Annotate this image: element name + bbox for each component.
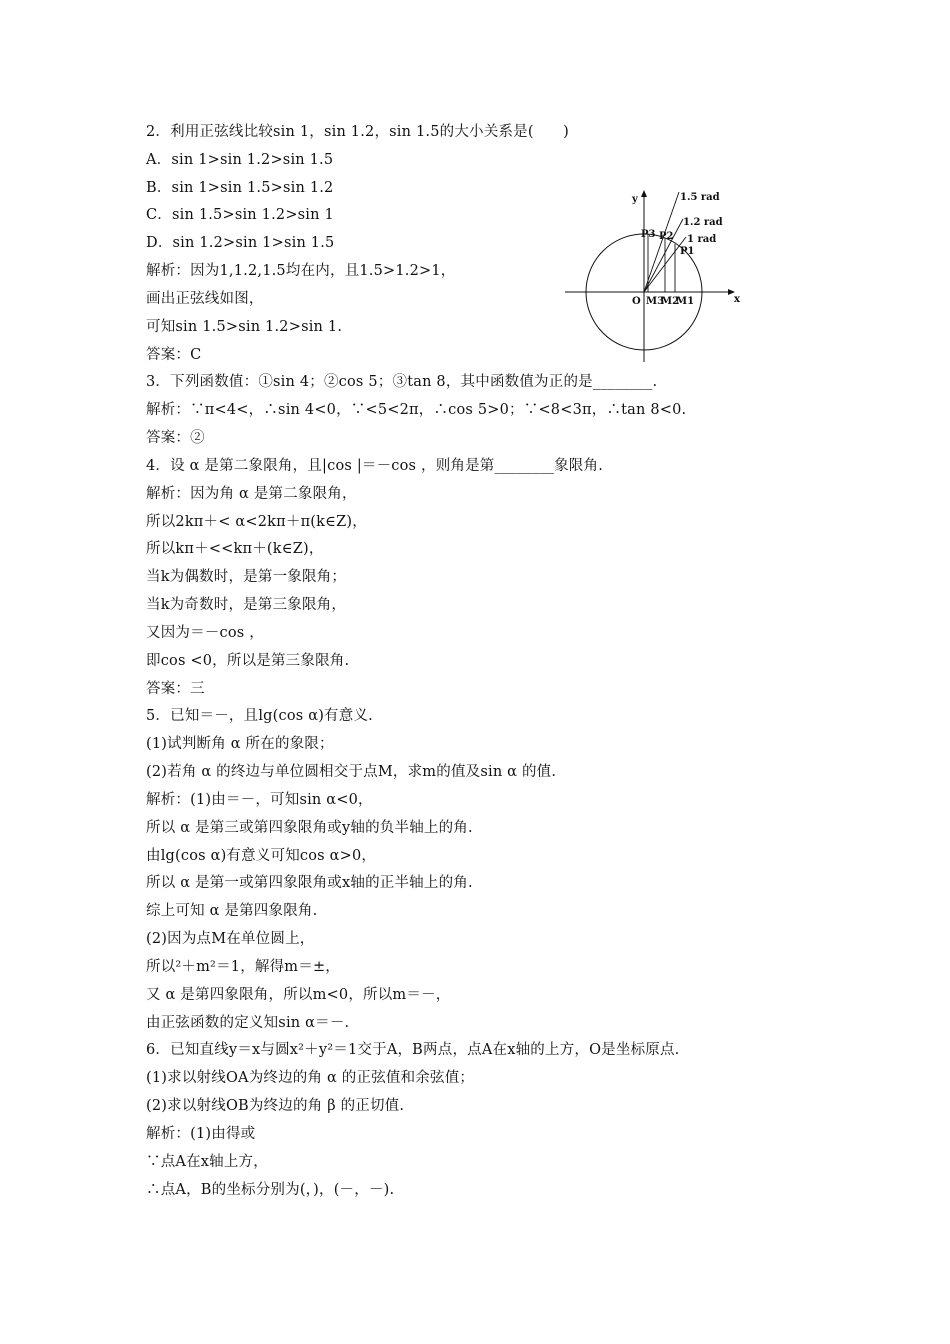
solution-line: 所以 α 是第一或第四象限角或x轴的正半轴上的角. <box>146 875 473 891</box>
label-p1: P1 <box>680 246 695 257</box>
solution-line: ∴点A，B的坐标分别为(，)，(－，－). <box>146 1182 395 1198</box>
question-6-part-2: (2)求以射线OB为终边的角 β 的正切值. <box>146 1098 405 1114</box>
option-b: B．sin 1>sin 1.5>sin 1.2 <box>146 180 334 196</box>
solution-line: ∵点A在x轴上方， <box>146 1154 268 1170</box>
label-1-5-rad: 1.5 rad <box>680 192 720 203</box>
solution-line: 当k为偶数时，是第一象限角； <box>146 569 347 585</box>
solution-line: 所以²＋m²＝1，解得m＝±， <box>146 959 340 975</box>
label-m2: M2 <box>661 296 680 307</box>
solution-line: 综上可知 α 是第四象限角. <box>146 903 318 919</box>
solution-line: 解析：(1)由＝－，可知sin α<0， <box>146 792 373 808</box>
question-6-stem: 6．已知直线y＝x与圆x²＋y²＝1交于A，B两点，点A在x轴的上方，O是坐标原点. <box>146 1042 680 1058</box>
solution-line: 又因为＝－cos ， <box>146 625 264 641</box>
question-6-part-1: (1)求以射线OA为终边的角 α 的正弦值和余弦值； <box>146 1070 475 1086</box>
solution-line: 所以kπ＋<<kπ＋(k∈Z)， <box>146 541 324 557</box>
answer-line: 答案：三 <box>146 681 205 697</box>
solution-line: 解析：∵π<4<，∴sin 4<0，∵<5<2π，∴cos 5>0；∵<8<3π，∴tan 8<0. <box>146 402 687 418</box>
solution-line: 可知sin 1.5>sin 1.2>sin 1. <box>146 319 343 335</box>
answer-line: 答案：C <box>146 347 202 363</box>
label-origin: O <box>632 296 641 307</box>
solution-line: 解析：(1)由得或 <box>146 1126 256 1142</box>
label-1-rad: 1 rad <box>687 234 717 245</box>
solution-line: 画出正弦线如图， <box>146 291 264 307</box>
option-c: C．sin 1.5>sin 1.2>sin 1 <box>146 207 334 223</box>
solution-line: 由lg(cos α)有意义可知cos α>0， <box>146 848 377 864</box>
solution-line: 所以 α 是第三或第四象限角或y轴的负半轴上的角. <box>146 820 473 836</box>
label-x-axis: x <box>734 294 740 305</box>
question-5-part-2: (2)若角 α 的终边与单位圆相交于点M，求m的值及sin α 的值. <box>146 764 557 780</box>
label-m1: M1 <box>676 296 695 307</box>
answer-line: 答案：② <box>146 430 205 446</box>
question-4-stem: 4．设 α 是第二象限角，且|cos |＝－cos ，则角是第________象限角. <box>146 458 604 474</box>
option-d: D．sin 1.2>sin 1>sin 1.5 <box>146 235 335 251</box>
label-1-2-rad: 1.2 rad <box>683 217 723 228</box>
option-a: A．sin 1>sin 1.2>sin 1.5 <box>146 152 334 168</box>
solution-line: 又 α 是第四象限角，所以m<0，所以m＝－， <box>146 987 451 1003</box>
question-5-stem: 5．已知＝－，且lg(cos α)有意义. <box>146 708 373 724</box>
sine-line-figure <box>563 186 753 364</box>
solution-line: 当k为奇数时，是第三象限角， <box>146 597 347 613</box>
label-m3: M3 <box>646 296 665 307</box>
question-2-stem: 2．利用正弦线比较sin 1，sin 1.2，sin 1.5的大小关系是( ) <box>146 124 569 140</box>
solution-line: 所以2kπ＋< α<2kπ＋π(k∈Z)， <box>146 514 367 530</box>
solution-line: 解析：因为1,1.2,1.5均在内，且1.5>1.2>1， <box>146 263 456 279</box>
label-p3: P3 <box>641 229 656 240</box>
question-5-part-1: (1)试判断角 α 所在的象限； <box>146 736 334 752</box>
solution-line: 解析：因为角 α 是第二象限角， <box>146 486 357 502</box>
question-3-stem: 3．下列函数值：①sin 4；②cos 5；③tan 8，其中函数值为正的是________. <box>146 374 658 390</box>
label-y-axis: y <box>632 194 638 205</box>
y-axis-arrow <box>641 190 647 197</box>
solution-line: 即cos <0，所以是第三象限角. <box>146 653 350 669</box>
solution-line: (2)因为点M在单位圆上， <box>146 931 315 947</box>
label-p2: P2 <box>659 231 674 242</box>
solution-line: 由正弦函数的定义知sin α＝－. <box>146 1015 350 1031</box>
